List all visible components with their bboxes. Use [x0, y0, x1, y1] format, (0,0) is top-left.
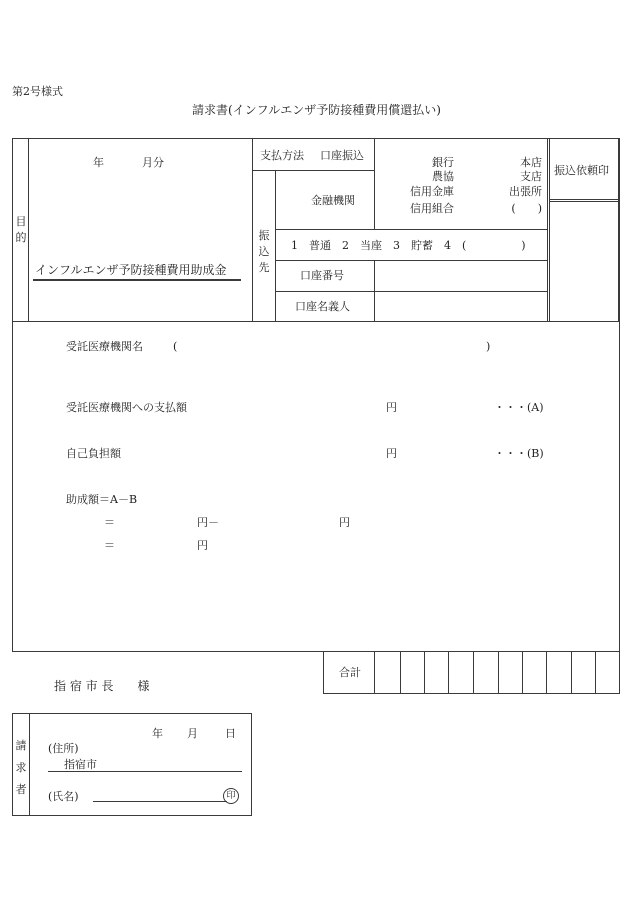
- total-box: [323, 651, 620, 694]
- account-type-row-bottom: [275, 260, 547, 261]
- medical-institution-close-paren: ): [486, 340, 491, 353]
- seal-mark-icon: 印: [223, 788, 239, 804]
- payment-section-right: [547, 138, 548, 322]
- total-digit-divider: [595, 651, 596, 694]
- formula-equals-1: ＝: [104, 516, 115, 529]
- payment-to-institution-label: 受託医療機関への支払額: [66, 401, 187, 414]
- total-digit-divider: [374, 651, 375, 694]
- marker-b: ・・・(B): [494, 447, 544, 460]
- claimant-day: 日: [225, 727, 236, 740]
- claimant-label: 請求者: [15, 739, 27, 796]
- purpose-column-divider: [28, 138, 29, 322]
- addressee: 指 宿 市 長 様: [54, 679, 150, 693]
- transfer-to-label: 振込先: [258, 229, 270, 274]
- seal-header-bottom: [549, 199, 620, 200]
- account-types: 1 普通 2 当座 3 貯蓄 4 ( ): [291, 239, 526, 252]
- institution-type-credit-union: 信用組合: [410, 202, 454, 215]
- payment-to-institution-yen: 円: [386, 401, 397, 414]
- institution-type-bank: 銀行: [432, 156, 454, 169]
- subsidy-formula: 助成額＝A－B: [66, 493, 138, 506]
- branch-type-office: 出張所: [509, 185, 542, 198]
- page-title: 請求書(インフルエンザ予防接種費用償還払い): [192, 103, 441, 117]
- header-section-bottom: [12, 321, 620, 322]
- branch-type-other: ( ): [511, 202, 542, 215]
- total-digit-divider: [546, 651, 547, 694]
- institution-type-agri-coop: 農協: [432, 170, 454, 183]
- method-row-bottom: [252, 170, 374, 171]
- form-number: 第2号様式: [12, 85, 63, 98]
- address-value: 指宿市: [64, 758, 97, 771]
- account-number-label: 口座番号: [300, 269, 344, 282]
- purpose-year: 年: [93, 156, 104, 169]
- total-digit-divider: [400, 651, 401, 694]
- seal-column-inner-left: [549, 138, 550, 322]
- total-digit-divider: [473, 651, 474, 694]
- branch-type-head: 本店: [520, 156, 542, 169]
- financial-institution-label: 金融機関: [311, 194, 355, 207]
- seal-column-inner-right: [618, 138, 619, 322]
- method-value-divider: [374, 138, 375, 229]
- medical-institution-label: 受託医療機関名: [66, 340, 143, 353]
- total-digit-divider: [498, 651, 499, 694]
- main-form-box: [12, 138, 620, 652]
- address-label: (住所): [48, 742, 79, 755]
- institution-row-bottom: [275, 229, 547, 230]
- address-underline: [48, 771, 242, 772]
- formula-yen-minus: 円－: [197, 516, 219, 529]
- formula-yen-1: 円: [339, 516, 350, 529]
- name-underline: [93, 801, 227, 802]
- seal-header-bottom-2: [549, 201, 620, 202]
- total-digit-divider: [522, 651, 523, 694]
- purpose-month: 月分: [142, 156, 164, 169]
- purpose-description: インフルエンザ予防接種費用助成金: [35, 263, 227, 277]
- marker-a: ・・・(A): [494, 401, 544, 414]
- self-pay-yen: 円: [386, 447, 397, 460]
- account-holder-label: 口座名義人: [295, 300, 350, 313]
- branch-type-branch: 支店: [520, 170, 542, 183]
- claimant-year: 年: [152, 727, 163, 740]
- formula-equals-2: ＝: [104, 539, 115, 552]
- seal-label: 振込依頼印: [554, 164, 609, 177]
- payment-section-left: [252, 138, 253, 322]
- total-digit-divider: [448, 651, 449, 694]
- self-pay-label: 自己負担額: [66, 447, 121, 460]
- total-digit-divider: [424, 651, 425, 694]
- purpose-underline: [33, 279, 241, 281]
- claimant-label-divider: [29, 713, 30, 816]
- institution-type-credit-bank: 信用金庫: [410, 185, 454, 198]
- total-label: 合計: [339, 666, 361, 679]
- formula-yen-2: 円: [197, 539, 208, 552]
- name-label: (氏名): [48, 790, 79, 803]
- medical-institution-open-paren: (: [173, 340, 178, 353]
- transfer-label-divider: [275, 170, 276, 322]
- account-number-row-bottom: [275, 291, 547, 292]
- claimant-month: 月: [187, 727, 198, 740]
- payment-method-label: 支払方法: [260, 149, 304, 162]
- total-digit-divider: [571, 651, 572, 694]
- payment-method-value: 口座振込: [320, 149, 364, 162]
- purpose-label: 目的: [15, 215, 27, 244]
